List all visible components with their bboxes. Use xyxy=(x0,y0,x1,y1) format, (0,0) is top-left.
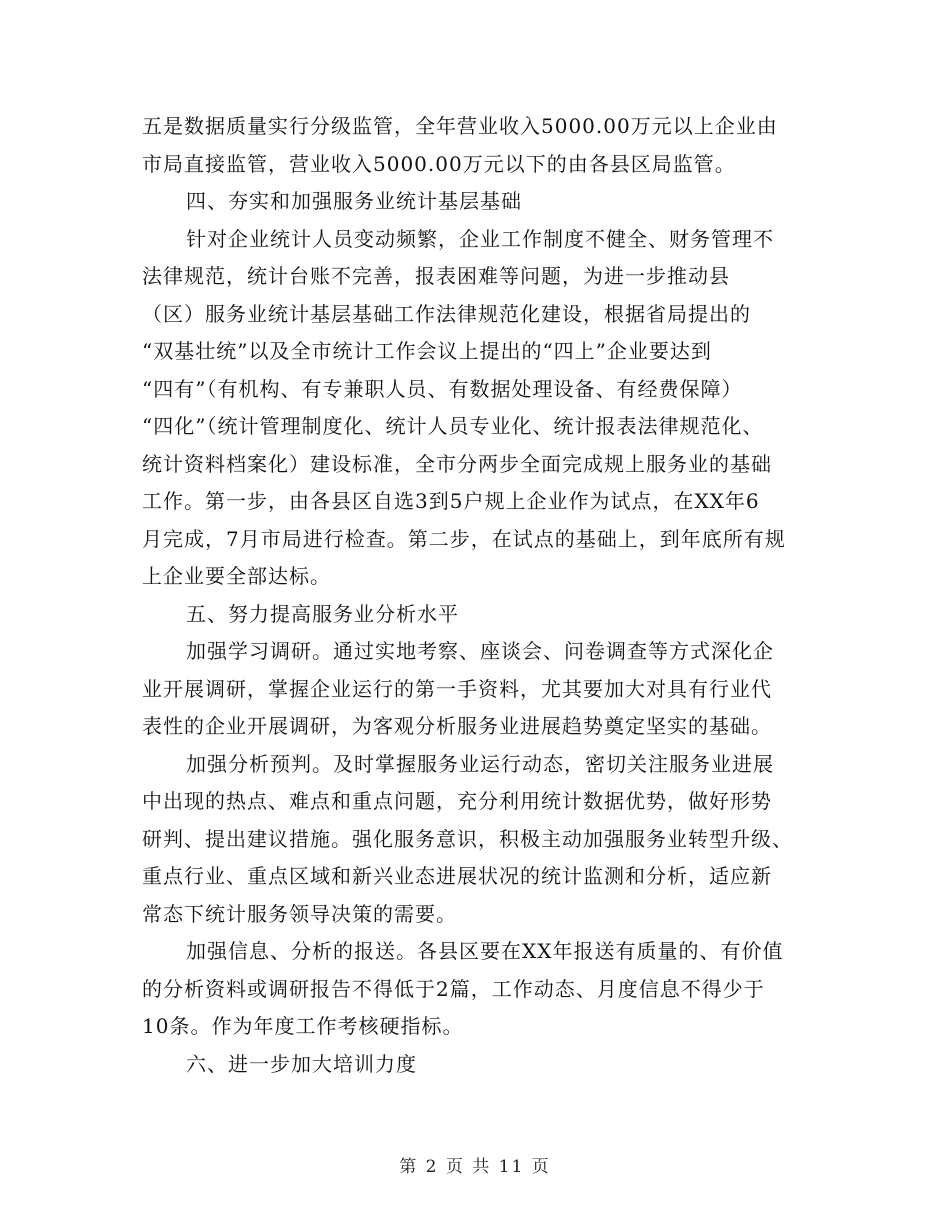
text-line: 市局直接监管，营业收入5000.00万元以下的由各县区局监管。 xyxy=(142,151,736,176)
text-line: 上企业要全部达标。 xyxy=(142,564,331,588)
text-line: 研判、提出建议措施。强化服务意识，积极主动加强服务业转型升级、 xyxy=(142,826,793,851)
text-line: 工作。第一步，由各县区自选3到5户规上企业作为试点，在XX年6 xyxy=(142,489,760,513)
text-line: “四有”（有机构、有专兼职人员、有数据处理设备、有经费保障） xyxy=(142,376,743,401)
text-line: 六、进一步加大培训力度 xyxy=(186,1051,417,1076)
text-line: 业开展调研，掌握企业运行的第一手资料，尤其要加大对具有行业代 xyxy=(142,676,772,701)
text-line: 四、夯实和加强服务业统计基层基础 xyxy=(186,189,522,213)
text-line: 加强分析预判。及时掌握服务业运行动态，密切关注服务业进展 xyxy=(186,751,774,776)
page-number-footer: 第 2 页 共 11 页 xyxy=(399,1157,551,1177)
text-line: 针对企业统计人员变动频繁，企业工作制度不健全、财务管理不 xyxy=(186,226,774,251)
text-line: 法律规范，统计台账不完善，报表困难等问题，为进一步推动县 xyxy=(142,264,730,288)
text-line: 加强信息、分析的报送。各县区要在XX年报送有质量的、有价值 xyxy=(186,939,784,963)
document-body xyxy=(142,108,810,1083)
text-line: “四化”（统计管理制度化、统计人员专业化、统计报表法律规范化、 xyxy=(142,414,764,438)
text-line: 10条。作为年度工作考核硬指标。 xyxy=(142,1014,464,1038)
text-line: 中出现的热点、难点和重点问题，充分利用统计数据优势，做好形势 xyxy=(142,789,772,813)
text-line: （区）服务业统计基层基础工作法律规范化建设，根据省局提出的 xyxy=(142,301,751,326)
text-line: 五是数据质量实行分级监管，全年营业收入5000.00万元以上企业由 xyxy=(142,114,778,138)
text-line: 重点行业、重点区域和新兴业态进展状况的统计监测和分析，适应新 xyxy=(142,864,772,888)
text-line: 月完成，7月市局进行检查。第二步，在试点的基础上，到年底所有规 xyxy=(142,526,786,551)
text-line: 五、努力提高服务业分析水平 xyxy=(186,601,459,626)
text-line: 常态下统计服务领导决策的需要。 xyxy=(142,901,457,926)
text-line: 的分析资料或调研报告不得低于2篇，工作动态、月度信息不得少于 xyxy=(142,976,765,1001)
text-line: 表性的企业开展调研，为客观分析服务业进展趋势奠定坚实的基础。 xyxy=(142,714,772,738)
text-line: 统计资料档案化）建设标准，全市分两步全面完成规上服务业的基础 xyxy=(142,451,772,476)
text-line: “双基壮统”以及全市统计工作会议上提出的“四上”企业要达到 xyxy=(142,339,712,363)
text-line: 加强学习调研。通过实地考察、座谈会、问卷调查等方式深化企 xyxy=(186,639,774,663)
